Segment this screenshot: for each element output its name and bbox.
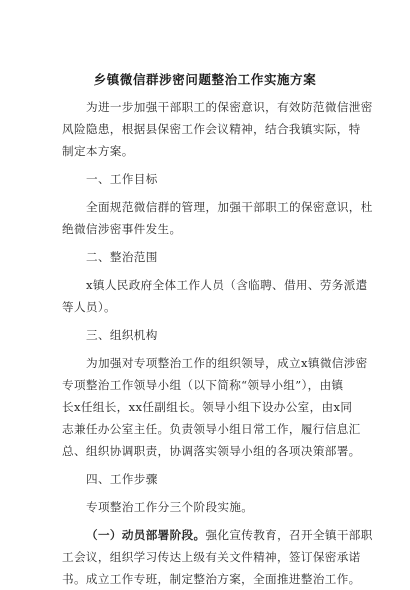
- section-heading-goal: 一、工作目标: [86, 172, 158, 186]
- document-title: 乡镇微信群涉密问题整治工作实施方案: [93, 72, 317, 87]
- section-text-line: 全面规范微信群的管理，加强干部职工的保密意识，杜: [86, 200, 373, 214]
- intro-line: 为进一步加强干部职工的保密意识，有效防范微信泄密: [86, 100, 373, 114]
- document-body: [62, 96, 373, 590]
- section-heading-steps: 四、工作步骤: [86, 472, 158, 486]
- section-text-line: 绝微信涉密事件发生。: [62, 222, 182, 236]
- section-text-line: 书。成立工作专班，制定整治方案，全面推进整治工作。: [62, 572, 361, 586]
- section-text-line: 等人员）。: [62, 300, 116, 314]
- section-text-line: 专项整治工作领导小组（以下简称“领导小组”），由镇: [62, 378, 344, 392]
- intro-line: 制定本方案。: [62, 144, 134, 158]
- section-heading-scope: 二、整治范围: [86, 250, 158, 264]
- section-text-line: 专项整治工作分三个阶段实施。: [86, 500, 254, 514]
- section-text-line: 为加强对专项整治工作的组织领导，成立x镇微信涉密: [86, 356, 368, 370]
- section-text-line: 长x任组长，xx任副组长。领导小组下设办公室，由x同: [62, 400, 353, 414]
- section-text-line: x镇人民政府全体工作人员（含临聘、借用、劳务派遣: [86, 278, 368, 292]
- section-text-line: 工会议，组织学习传达上级有关文件精神，签订保密承诺: [62, 550, 361, 564]
- phase-first-line: [62, 524, 373, 546]
- section-text-line: 志兼任办公室主任。负责领导小组日常工作，履行信息汇: [62, 422, 361, 436]
- phase-label: （一）动员部署阶段。: [86, 528, 206, 542]
- intro-line: 风险隐患，根据县保密工作会议精神，结合我镇实际，特: [62, 122, 361, 136]
- phase-text: 强化宣传教育，召开全镇干部职: [205, 528, 373, 542]
- section-text-line: 总、组织协调职责，协调落实领导小组的各项决策部署。: [62, 444, 361, 458]
- section-heading-organization: 三、组织机构: [86, 328, 158, 342]
